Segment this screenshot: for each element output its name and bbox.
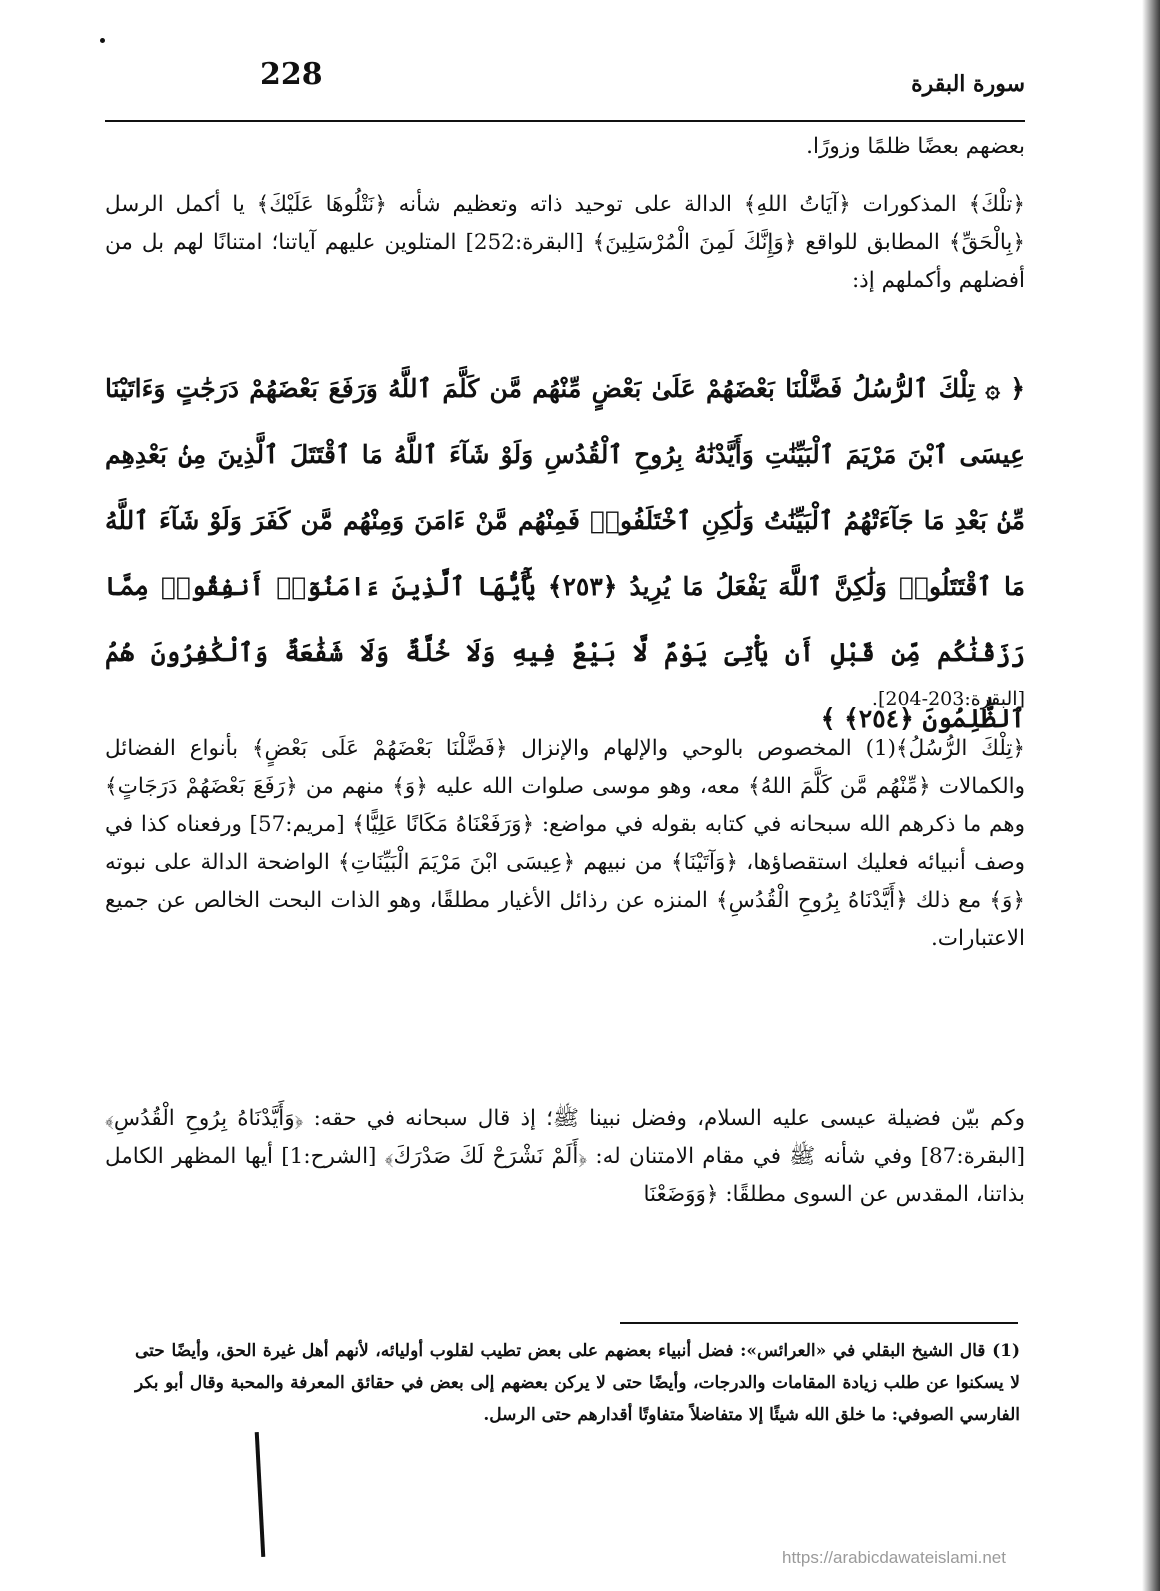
page-header	[105, 55, 1025, 115]
paragraph-continuation: بعضهم بعضًا ظلمًا وزورًا.	[806, 134, 1025, 159]
watermark-url: https://arabicdawateislami.net	[782, 1548, 1006, 1567]
scan-edge-shadow	[1142, 0, 1160, 1591]
footnote-divider	[620, 1322, 1018, 1324]
scan-pen-stroke	[255, 1432, 266, 1557]
paragraph-commentary-253: ﴿تِلْكَ الرُّسُلُ﴾(1) المخصوص بالوحي والإلهام والإنزال ﴿فَضَّلْنَا بَعْضَهُمْ عَلَى بَعْضٍ﴾ بأنواع الفضائل والكمالات ﴿مِّنْهُم مَّن كَلَّمَ اللهُ﴾ معه، وهو موسى صلوات الله عليه ﴿وَ﴾ منهم من ﴿رَفَعَ بَعْضَهُمْ دَرَجَاتٍ﴾ وهم ما ذكرهم الله سبحانه في كتابه بقوله في مواضع: ﴿وَرَفَعْنَاهُ مَكَانًا عَلِيًّا﴾ [مريم:57] ورفعناه كذا في وصف أنبيائه فعليك استقصاؤها، ﴿وَآتَيْنَا﴾ من نبيهم ﴿عِيسَى ابْنَ مَرْيَمَ الْبَيِّنَاتِ﴾ الواضحة الدالة على نبوته ﴿وَ﴾ مع ذلك ﴿أَيَّدْنَاهُ بِرُوحِ الْقُدُسِ﴾ المنزه عن رذائل الأغيار مطلقًا، وهو الذات البحت الخالص عن جميع الاعتبارات.	[105, 736, 1025, 951]
header-divider	[105, 120, 1025, 122]
paragraph-commentary-252: ﴿تلْكَ﴾ المذكورات ﴿آيَاتُ اللهِ﴾ الدالة على توحيد ذاته وتعظيم شأنه ﴿نَتْلُوهَا عَلَيْكَ﴾ يا أكمل الرسل ﴿بِالْحَقِّ﴾ المطابق للواقع ﴿وَإِنَّكَ لَمِنَ الْمُرْسَلِينَ﴾ [البقرة:252] المتلوين عليهم آياتنا؛ امتنانًا لهم بل من أفضلهم وأكملهم إذ:	[105, 192, 1025, 293]
footnote-1: (1) قال الشيخ البقلي في «العرائس»: فضل أنبياء بعضهم على بعض تطيب لقلوب أوليائه، لأنهم أهل غيرة الحق، وأيضًا حتى لا يسكنوا عن طلب زيادة المقامات والدرجات، وأيضًا حتى لا يركن بعضهم إلى بعض في حقائق المعرفة والمحبة وقال أبو بكر الفارسي الصوفي: ما خلق الله شيئًا إلا متفاضلاً متفاوتًا أقدارهم حتى الرسل.	[135, 1341, 1020, 1425]
scan-speck	[100, 38, 105, 43]
paragraph-commentary-continued: وكم بيّن فضيلة عيسى عليه السلام، وفضل نبينا ﷺ؛ إذ قال سبحانه في حقه: ﴿وَأَيَّدْنَاهُ بِرُوحِ الْقُدُسِ﴾ [البقرة:87] وفي شأنه ﷺ في مقام الامتنان له: ﴿أَلَمْ نَشْرَحْ لَكَ صَدْرَكَ﴾ [الشرح:1] أيها المظهر الكامل بذاتنا، المقدس عن السوى مطلقًا: ﴿وَوَضَعْنَا	[105, 1106, 1026, 1207]
quran-verse-block: ﴿ ۞ تِلْكَ ٱلرُّسُلُ فَضَّلْنَا بَعْضَهُمْ عَلَىٰ بَعْضٍ مِّنْهُم مَّن كَلَّمَ ٱللَّهُ وَرَفَعَ بَعْضَهُمْ دَرَجَٰتٍ وَءَاتَيْنَا عِيسَى ٱبْنَ مَرْيَمَ ٱلْبَيِّنَٰتِ وَأَيَّدْنَٰهُ بِرُوحِ ٱلْقُدُسِ وَلَوْ شَآءَ ٱللَّهُ مَا ٱقْتَتَلَ ٱلَّذِينَ مِنۢ بَعْدِهِم مِّنۢ بَعْدِ مَا جَآءَتْهُمُ ٱلْبَيِّنَٰتُ وَلَٰكِنِ ٱخْتَلَفُوا۟ فَمِنْهُم مَّنْ ءَامَنَ وَمِنْهُم مَّن كَفَرَ وَلَوْ شَآءَ ٱللَّهُ مَا ٱقْتَتَلُوا۟ وَلَٰكِنَّ ٱللَّهَ يَفْعَلُ مَا يُرِيدُ ﴿٢٥٣﴾ يَٰٓأَيُّهَا ٱلَّذِينَ ءَامَنُوٓا۟ أَنفِقُوا۟ مِمَّا رَزَقْنَٰكُم مِّن قَبْلِ أَن يَأْتِىَ يَوْمٌ لَّا بَيْعٌ فِيهِ وَلَا خُلَّةٌ وَلَا شَفَٰعَةٌ وَٱلْكَٰفِرُونَ هُمُ ٱلظَّٰلِمُونَ ﴿٢٥٤﴾ ﴾	[105, 374, 1025, 733]
page-number: 228	[260, 57, 323, 92]
surah-title: سورة البقرة	[911, 71, 1025, 97]
verse-reference: [البقرة:203-204].	[871, 688, 1025, 710]
